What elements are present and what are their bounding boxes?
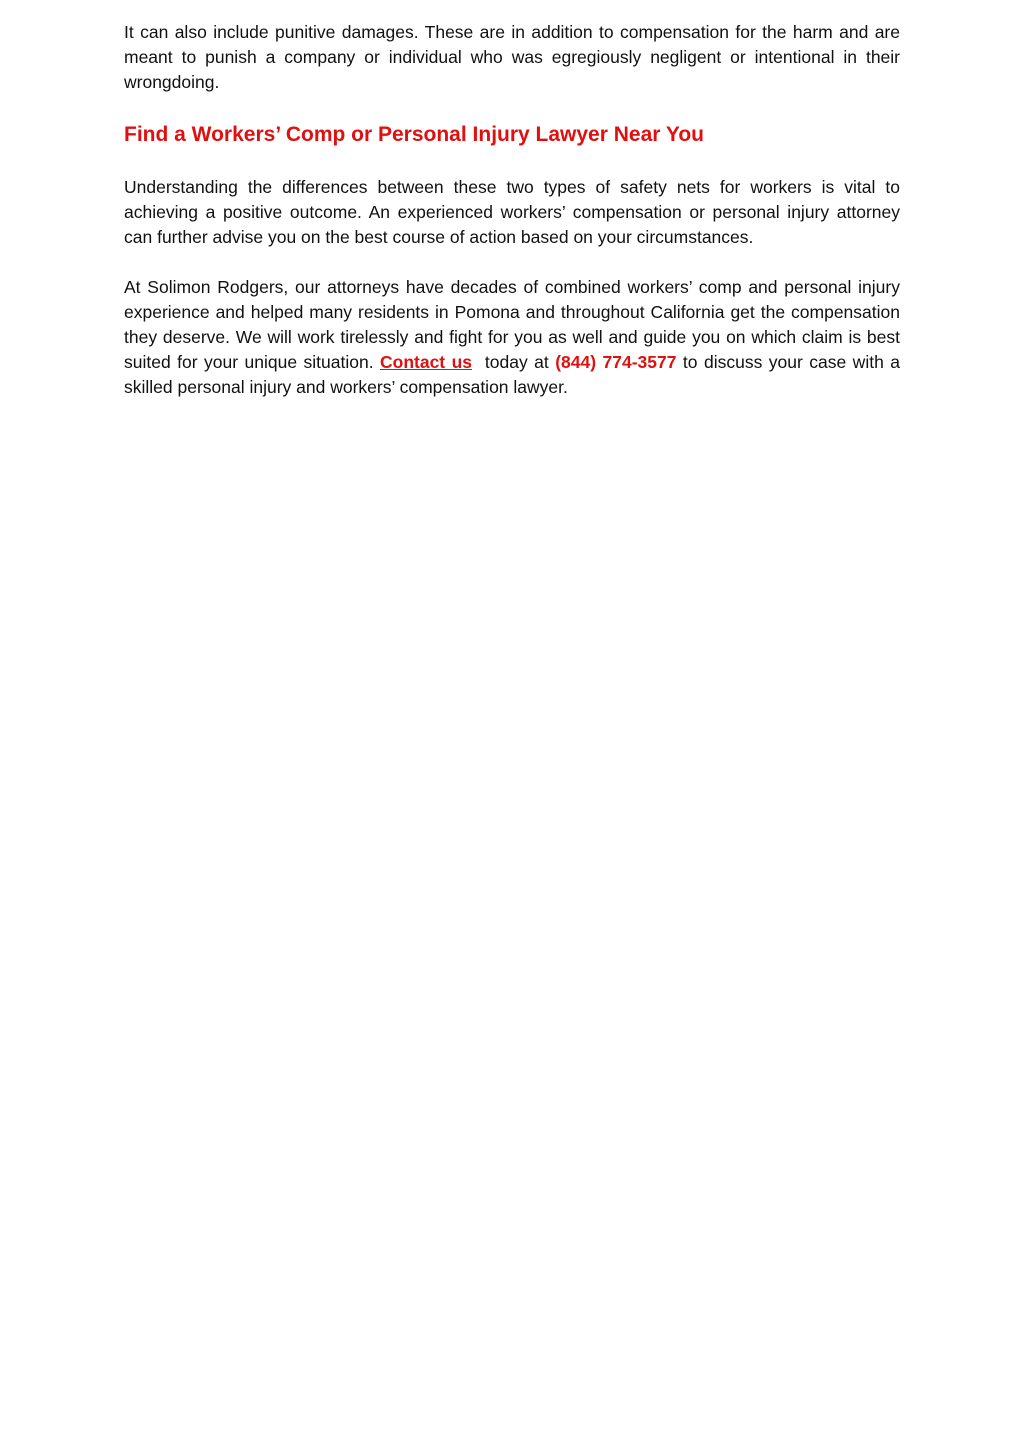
phone-number: (844) 774-3577 (555, 352, 677, 372)
section-heading: Find a Workers’ Comp or Personal Injury Lawyer Near You (124, 123, 705, 146)
paragraph-contact-middle: today at (472, 352, 556, 372)
paragraph-contact-intro: At Solimon Rodgers, our attorneys have decades of combined workers’ comp and personal injury experience and helped many residents in Pomona and throughout California get the compensation they deserve. We will work tirelessly and fight for you as well and guide you on which claim is best suited for your unique situation. (124, 277, 900, 372)
paragraph-punitive-damages: It can also include punitive damages. These are in addition to compensation for the harm and are meant to punish a company or individual who was egregiously negligent or intentional in their wrongdoing. (124, 22, 900, 92)
paragraph-contact (124, 275, 900, 400)
paragraph-contact-outro: to discuss your case with a skilled personal injury and workers’ compensation lawyer. (124, 352, 900, 397)
contact-us-link[interactable]: Contact us (380, 352, 473, 372)
document-page (124, 20, 900, 400)
paragraph-differences: Understanding the differences between these two types of safety nets for workers is vital to achieving a positive outcome. An experienced workers’ compensation or personal injury attorney can further advise you on the best course of action based on your circumstances. (124, 177, 900, 247)
